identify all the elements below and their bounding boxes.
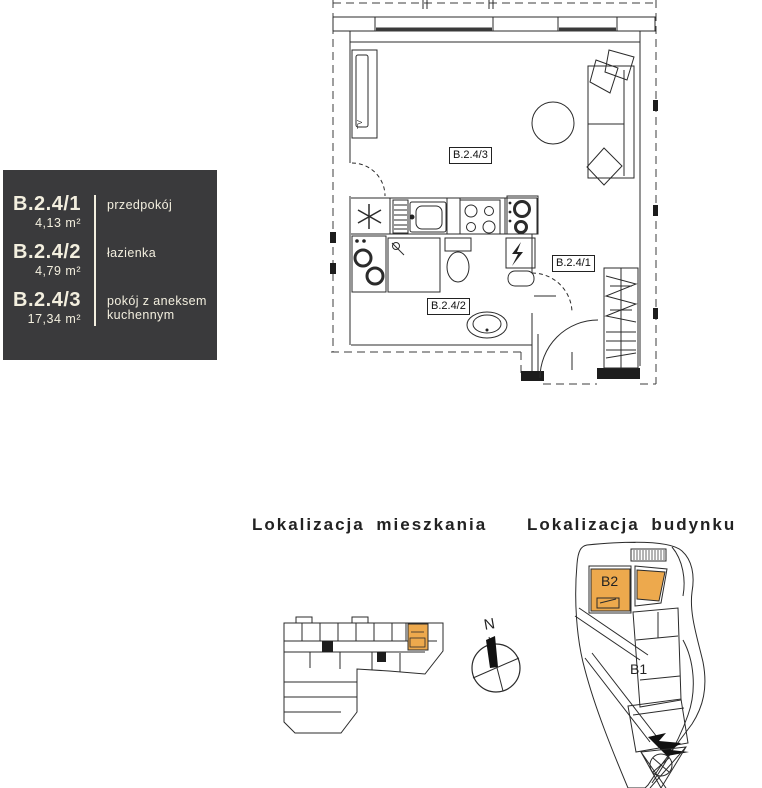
unit-number: B.2.4/2 xyxy=(13,241,81,263)
room-label-living: B.2.4/3 xyxy=(449,147,492,164)
compass-north-label: N xyxy=(482,615,497,634)
building-b1-label: B1 xyxy=(630,661,648,677)
compass xyxy=(472,636,520,692)
bathroom-door xyxy=(532,273,572,313)
unit-number: B.2.4/3 xyxy=(13,289,81,311)
room-label-hall: B.2.4/1 xyxy=(552,255,595,272)
compass-needle xyxy=(486,636,498,668)
unit-number: B.2.4/1 xyxy=(13,193,81,215)
balcony-door xyxy=(352,163,385,196)
room-name: łazienka xyxy=(107,246,157,260)
unit-area: 4,79 m² xyxy=(35,264,81,278)
washer-dryer xyxy=(352,236,386,292)
oven-column xyxy=(507,196,538,234)
room-name: pokój z aneksem kuchennym xyxy=(107,294,207,322)
room-label-bathroom: B.2.4/2 xyxy=(427,298,470,315)
apartment-location-title: Lokalizacja mieszkania xyxy=(252,515,488,534)
tv-text: TV xyxy=(357,120,364,129)
unit-area: 4,13 m² xyxy=(35,216,81,230)
water-heater xyxy=(506,238,535,286)
building-b1 xyxy=(628,608,688,752)
floor-overview-plan xyxy=(284,617,443,733)
kitchen-counter xyxy=(358,196,538,234)
window xyxy=(559,28,616,32)
unit-legend xyxy=(3,170,217,360)
building-b2-label: B2 xyxy=(601,573,619,589)
bathroom-fixtures xyxy=(352,236,535,338)
toilet xyxy=(445,238,471,282)
washbasin xyxy=(467,312,507,338)
window xyxy=(376,28,492,32)
sink xyxy=(410,202,447,232)
legend-divider xyxy=(94,195,96,326)
stove xyxy=(460,200,500,234)
wardrobe xyxy=(604,268,638,368)
apartment-floor-plan xyxy=(330,0,658,384)
tv-cabinet xyxy=(352,50,377,138)
highlighted-unit xyxy=(408,624,428,650)
building-location-title: Lokalizacja budynku xyxy=(527,515,737,534)
shower xyxy=(388,238,440,292)
room-name: przedpokój xyxy=(107,198,173,212)
sofa xyxy=(587,50,634,185)
unit-area: 17,34 m² xyxy=(27,312,81,326)
round-table xyxy=(532,102,574,144)
entrance-door xyxy=(540,320,598,378)
